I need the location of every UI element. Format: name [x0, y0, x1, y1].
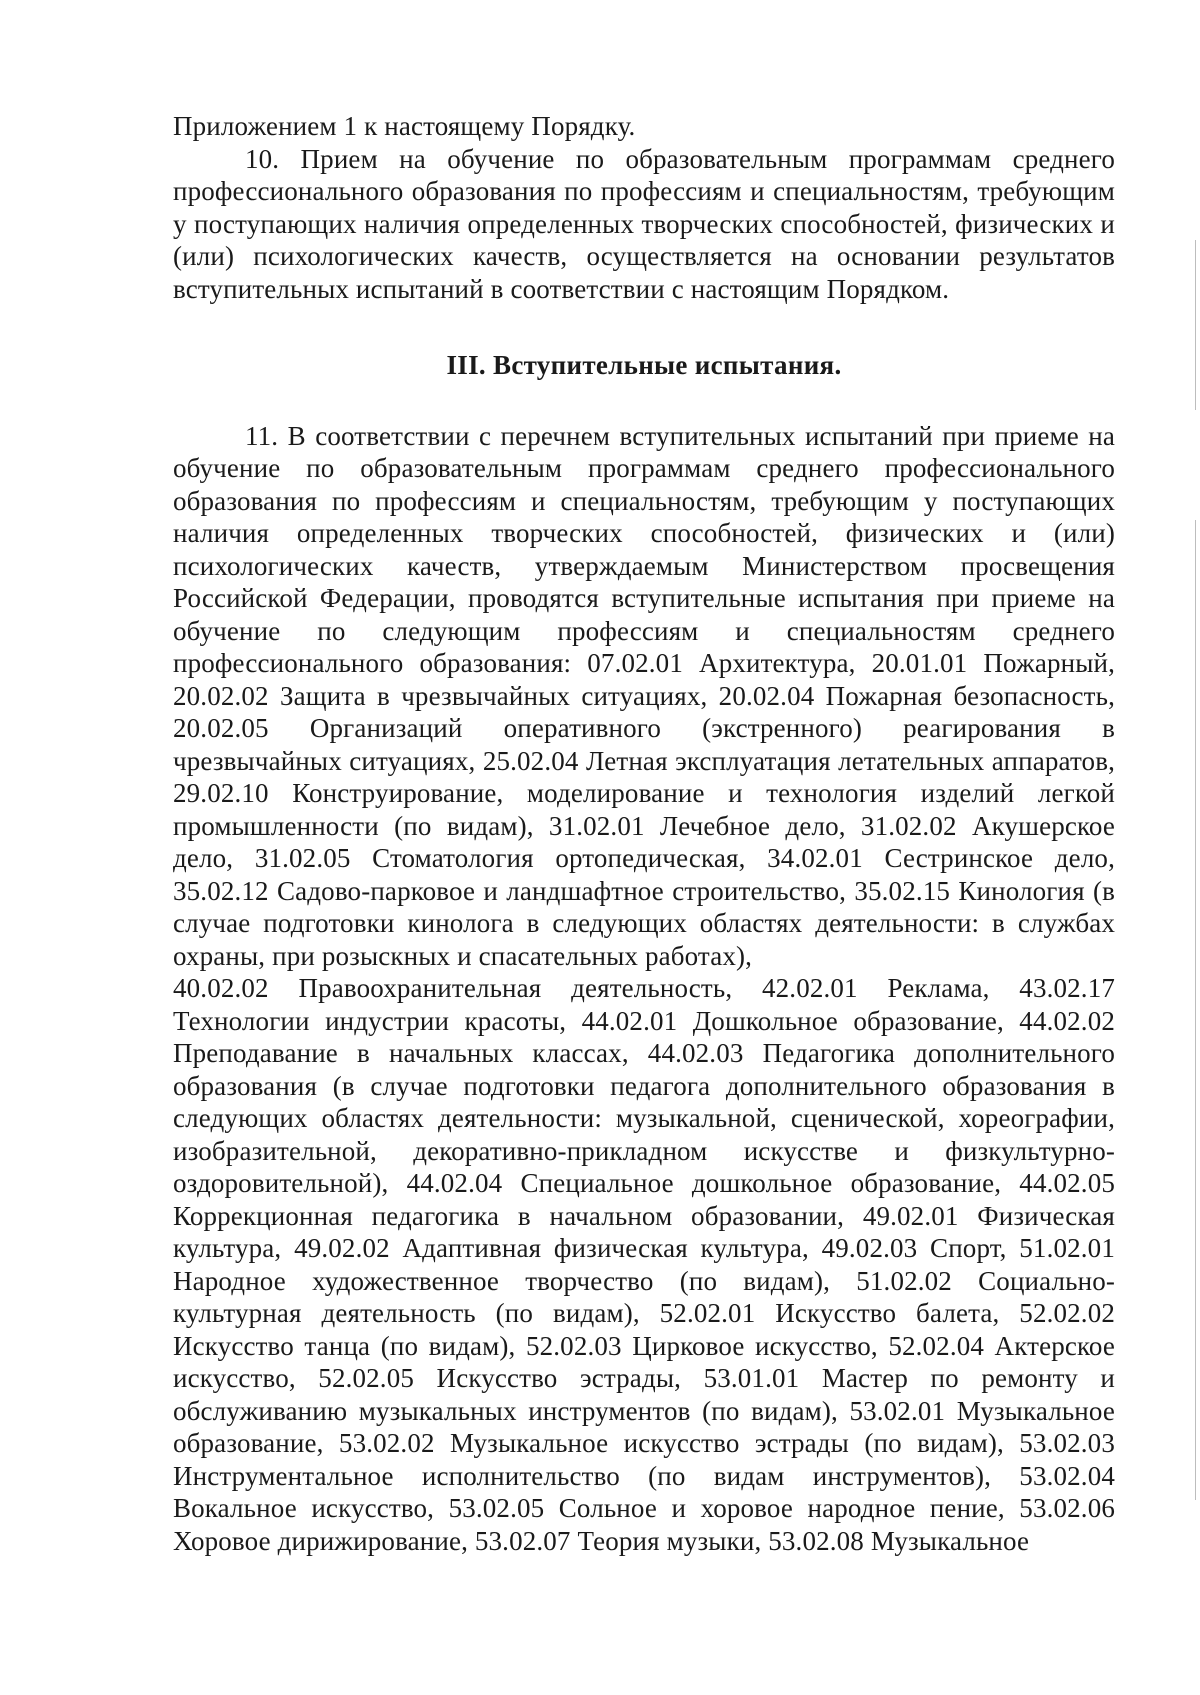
scan-edge-mark [1195, 520, 1196, 1500]
paragraph-10: 10. Прием на обучение по образовательным программам среднего профессионального образования по профессиям и специальностям, требующим у поступающих наличия определенных творческих способностей, физических и (или) психологических качеств, осуществляется на основании результатов вступительных испытаний в соответствии с настоящим Порядком. [173, 143, 1115, 304]
scan-edge-mark [1195, 240, 1196, 410]
section-heading: III. Вступительные испытания. [446, 350, 842, 380]
paragraph-11: 11. В соответствии с перечнем вступительных испытаний при приеме на обучение по образовательным программам среднего профессионального образования по профессиям и специальностям, требующим у поступающих наличия определенных творческих способностей, физических и (или) психологических качеств, утверждаемым Министерством просвещения Российской Федерации, проводятся вступительные испытания при приеме на обучение по следующим профессиям и специальностям среднего профессионального образования: 07.02.01 Архитектура, 20.01.01 Пожарный, 20.02.02 Защита в чрезвычайных ситуациях, 20.02.04 Пожарная безопасность, 20.02.05 Организаций оперативного (экстренного) реагирования в чрезвычайных ситуациях, 25.02.04 Летная эксплуатация летательных аппаратов, 29.02.10 Конструирование, моделирование и технология изделий легкой промышленности (по видам), 31.02.01 Лечебное дело, 31.02.02 Акушерское дело, 31.02.05 Стоматология ортопедическая, 34.02.01 Сестринское дело, 35.02.12 Садово-парковое и ландшафтное строительство, 35.02.15 Кинология (в случае подготовки кинолога в следующих областях деятельности: в службах охраны, при розыскных и спасательных работах), [173, 420, 1115, 971]
document-page [173, 110, 1115, 1557]
continuation-line: Приложением 1 к настоящему Порядку. [173, 111, 636, 141]
paragraph-11-continuation: 40.02.02 Правоохранительная деятельность, 42.02.01 Реклама, 43.02.17 Технологии индустрии красоты, 44.02.01 Дошкольное образование, 44.02.02 Преподавание в начальных классах, 44.02.03 Педагогика дополнительного образования (в случае подготовки педагога дополнительного образования в следующих областях деятельности: музыкальной, сценической, хореографии, изобразительной, декоративно-прикладном искусстве и физкультурно-оздоровительной), 44.02.04 Специальное дошкольное образование, 44.02.05 Коррекционная педагогика в начальном образовании, 49.02.01 Физическая культура, 49.02.02 Адаптивная физическая культура, 49.02.03 Спорт, 51.02.01 Народное художественное творчество (по видам), 51.02.02 Социально-культурная деятельность (по видам), 52.02.01 Искусство балета, 52.02.02 Искусство танца (по видам), 52.02.03 Цирковое искусство, 52.02.04 Актерское искусство, 52.02.05 Искусство эстрады, 53.01.01 Мастер по ремонту и обслуживанию музыкальных инструментов (по видам), 53.02.01 Музыкальное образование, 53.02.02 Музыкальное искусство эстрады (по видам), 53.02.03 Инструментальное исполнительство (по видам инструментов), 53.02.04 Вокальное искусство, 53.02.05 Сольное и хоровое народное пение, 53.02.06 Хоровое дирижирование, 53.02.07 Теория музыки, 53.02.08 Музыкальное [173, 973, 1115, 1556]
